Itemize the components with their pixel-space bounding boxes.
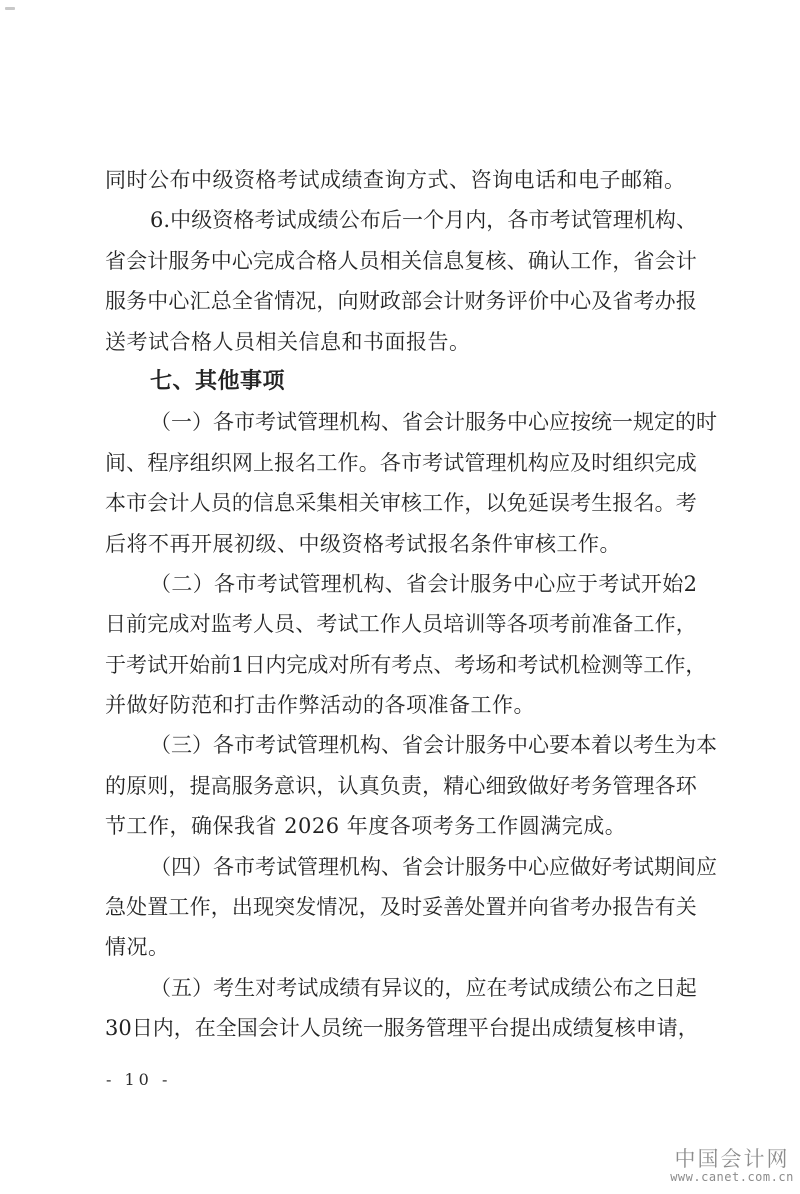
text-line: 后将不再开展初级、中级资格考试报名条件审核工作。	[105, 531, 621, 556]
text-line: 于 考 试 开 始 前 1 日 内 完 成 对 所 有 考 点 、 考 场 和 考 试 机 检 测 等 工 作 ，	[105, 652, 707, 677]
text-line: （ 二 ） 各 市 考 试 管 理 机 构 、 省 会 计 服 务 中 心 应 于 考 试 开 始 2	[150, 571, 697, 596]
text-line: 同时公布中级资格考试成绩查询方式、咨询电话和电子邮箱。	[105, 168, 686, 192]
text-line: 七、其他事项	[150, 368, 286, 394]
text-line: 日 前 完 成 对 监 考 人 员 、 考 试 工 作 人 员 培 训 等 各 项 考 前 准 备 工 作 ，	[105, 612, 697, 637]
text-line: 间 、 程 序 组 织 网 上 报 名 工 作 。 各 市 考 试 管 理 机 构 应 及 时 组 织 完 成	[105, 450, 697, 475]
text-line: 送考试合格人员相关信息和书面报告。	[105, 329, 471, 354]
scan-artifact	[5, 7, 15, 10]
watermark-site-url: www.canet.com.cn	[670, 1170, 794, 1184]
text-line: （ 一 ） 各 市 考 试 管 理 机 构 、 省 会 计 服 务 中 心 应 按 统 一 规 定 的 时	[150, 410, 717, 435]
text-line: 并做好防范和打击作弊活动的各项准备工作。	[105, 693, 535, 718]
text-line: 节工作，确保我省 2026 年度各项考务工作圆满完成。	[105, 814, 627, 839]
text-line: 30 日 内 ， 在 全 国 会 计 人 员 统 一 服 务 管 理 平 台 提 出 成 绩 复 核 申 请 ，	[105, 1016, 699, 1041]
text-line: 本 市 会 计 人 员 的 信 息 采 集 相 关 审 核 工 作 ， 以 免 延 误 考 生 报 名 。 考	[105, 491, 697, 516]
text-line: 急 处 置 工 作 ， 出 现 突 发 情 况 ， 及 时 妥 善 处 置 并 向 省 考 办 报 告 有 关	[105, 895, 697, 920]
text-line: 情况。	[105, 935, 170, 960]
text-line: 省 会 计 服 务 中 心 完 成 合 格 人 员 相 关 信 息 复 核 、 确 认 工 作 ， 省 会 计	[105, 248, 697, 273]
text-line: 的 原 则 ， 提 高 服 务 意 识 ， 认 真 负 责 ， 精 心 细 致 做 好 考 务 管 理 各 环	[105, 773, 697, 798]
watermark-site-name: 中国会计网	[674, 1147, 790, 1171]
watermark	[668, 1147, 796, 1184]
document-body	[105, 160, 717, 1049]
text-line: （ 三 ） 各 市 考 试 管 理 机 构 、 省 会 计 服 务 中 心 要 本 着 以 考 生 为 本	[150, 733, 717, 758]
text-line: 6. 中 级 资 格 考 试 成 绩 公 布 后 一 个 月 内 ， 各 市 考 试 管 理 机 构 、	[150, 208, 697, 233]
page-number: - 10 -	[106, 1070, 172, 1089]
text-line: 服 务 中 心 汇 总 全 省 情 况 ， 向 财 政 部 会 计 财 务 评 价 中 心 及 省 考 办 报	[105, 289, 697, 314]
text-line: （ 五 ） 考 生 对 考 试 成 绩 有 异 议 的 ， 应 在 考 试 成 绩 公 布 之 日 起	[150, 975, 697, 1000]
text-line: （ 四 ） 各 市 考 试 管 理 机 构 、 省 会 计 服 务 中 心 应 做 好 考 试 期 间 应	[150, 854, 717, 879]
